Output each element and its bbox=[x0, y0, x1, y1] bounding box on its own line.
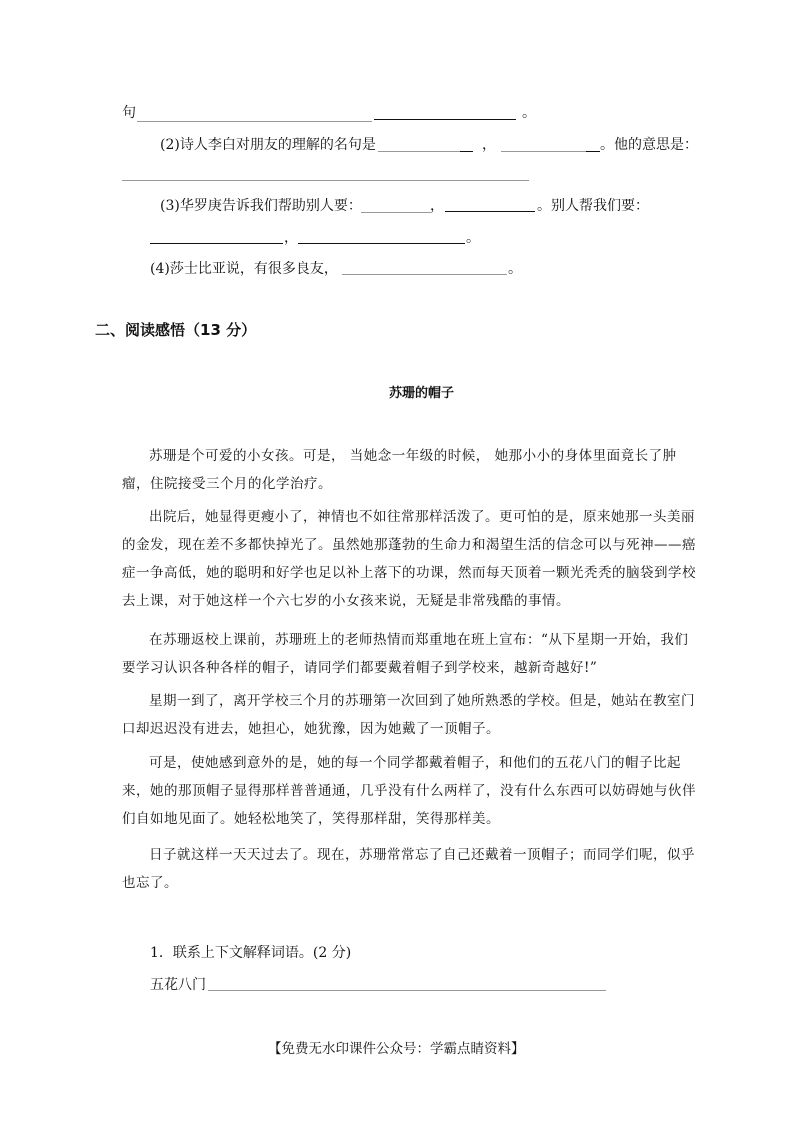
story-paragraph: 星期一到了，离开学校三个月的苏珊第一次回到了她所熟悉的学校。但是，她站在教室门口却迟迟没有进去，她担心，她犹豫，因为她戴了一顶帽子。 bbox=[122, 693, 695, 737]
q3-comma: ， bbox=[430, 198, 444, 214]
story-paragraph: 苏珊是个可爱的小女孩。可是， 当她念一年级的时候， 她那小小的身体里面竟长了肿瘤，住院接受三个月的化学治疗。 bbox=[122, 448, 677, 492]
question-1-term: 五花八门 bbox=[150, 977, 206, 993]
q3-suffix: 。别人帮我们要： bbox=[537, 198, 649, 214]
q4-end: 。 bbox=[508, 261, 522, 277]
q1-prefix: 句 bbox=[122, 105, 136, 121]
q1-blank-a[interactable] bbox=[137, 121, 372, 122]
story-paragraph: 日子就这样一天天过去了。现在，苏珊常常忘了自己还戴着一顶帽子；而同学们呢，似乎也忘了。 bbox=[122, 847, 695, 891]
q3-text: (3)华罗庚告诉我们帮助别人要： bbox=[160, 198, 362, 214]
q2-blank-b2[interactable] bbox=[586, 151, 600, 152]
q2-meaning-blank[interactable] bbox=[122, 180, 529, 181]
q2-comma: ， bbox=[482, 137, 496, 153]
q1-end: 。 bbox=[522, 105, 536, 121]
question-1: 1．联系上下文解释词语。(2 分) bbox=[150, 945, 352, 961]
q2-text: (2)诗人李白对朋友的理解的名句是 bbox=[160, 137, 376, 153]
q2-blank-a2[interactable] bbox=[460, 151, 473, 152]
story-paragraph: 可是，使她感到意外的是，她的每一个同学都戴着帽子，和他们的五花八门的帽子比起来，她的那顶帽子显得那样普普通通，几乎没有什么两样了，没有什么东西可以妨碍她与伙伴们自如地见面了。她轻松地笑了，笑得那样甜，笑得那样美。 bbox=[122, 755, 696, 827]
q3-blank-b[interactable] bbox=[445, 211, 535, 212]
q4-blank[interactable] bbox=[342, 274, 507, 275]
section-heading: 二、阅读感悟（13 分） bbox=[95, 321, 257, 339]
q3-blank-d[interactable] bbox=[298, 243, 465, 244]
q3b-end: 。 bbox=[466, 230, 480, 246]
story-paragraph: 出院后，她显得更瘦小了，神情也不如往常那样活泼了。更可怕的是，原来她那一头美丽的金发，现在差不多都快掉光了。虽然她那蓬勃的生命力和渴望生活的信念可以与死神——癌症一争高低，她的聪明和好学也足以补上落下的功课，然而每天顶着一颗光秃秃的脑袋到学校去上课，对于她这样一个六七岁的小女孩来说，无疑是非常残酷的事情。 bbox=[122, 509, 696, 609]
q2-suffix: 。他的意思是： bbox=[600, 137, 698, 153]
q2-blank-a1[interactable] bbox=[378, 151, 460, 152]
q2-blank-b1[interactable] bbox=[501, 151, 586, 152]
story-paragraph: 在苏珊返校上课前，苏珊班上的老师热情而郑重地在班上宣布：“从下星期一开始，我们要学习认识各种各样的帽子，请同学们都要戴着帽子到学校来，越新奇越好!” bbox=[122, 632, 689, 676]
q3-blank-c[interactable] bbox=[150, 243, 283, 244]
question-1-answer-blank[interactable] bbox=[208, 990, 606, 991]
story-title: 苏珊的帽子 bbox=[389, 386, 455, 401]
q3-blank-a[interactable] bbox=[361, 212, 431, 213]
q1-blank-b[interactable] bbox=[374, 119, 516, 120]
q3b-comma: ， bbox=[284, 230, 298, 246]
footer-note: 【免费无水印课件公众号：学霸点睛资料】 bbox=[268, 1041, 525, 1057]
q4-text: (4)莎士比亚说，有很多良友， bbox=[150, 261, 338, 277]
